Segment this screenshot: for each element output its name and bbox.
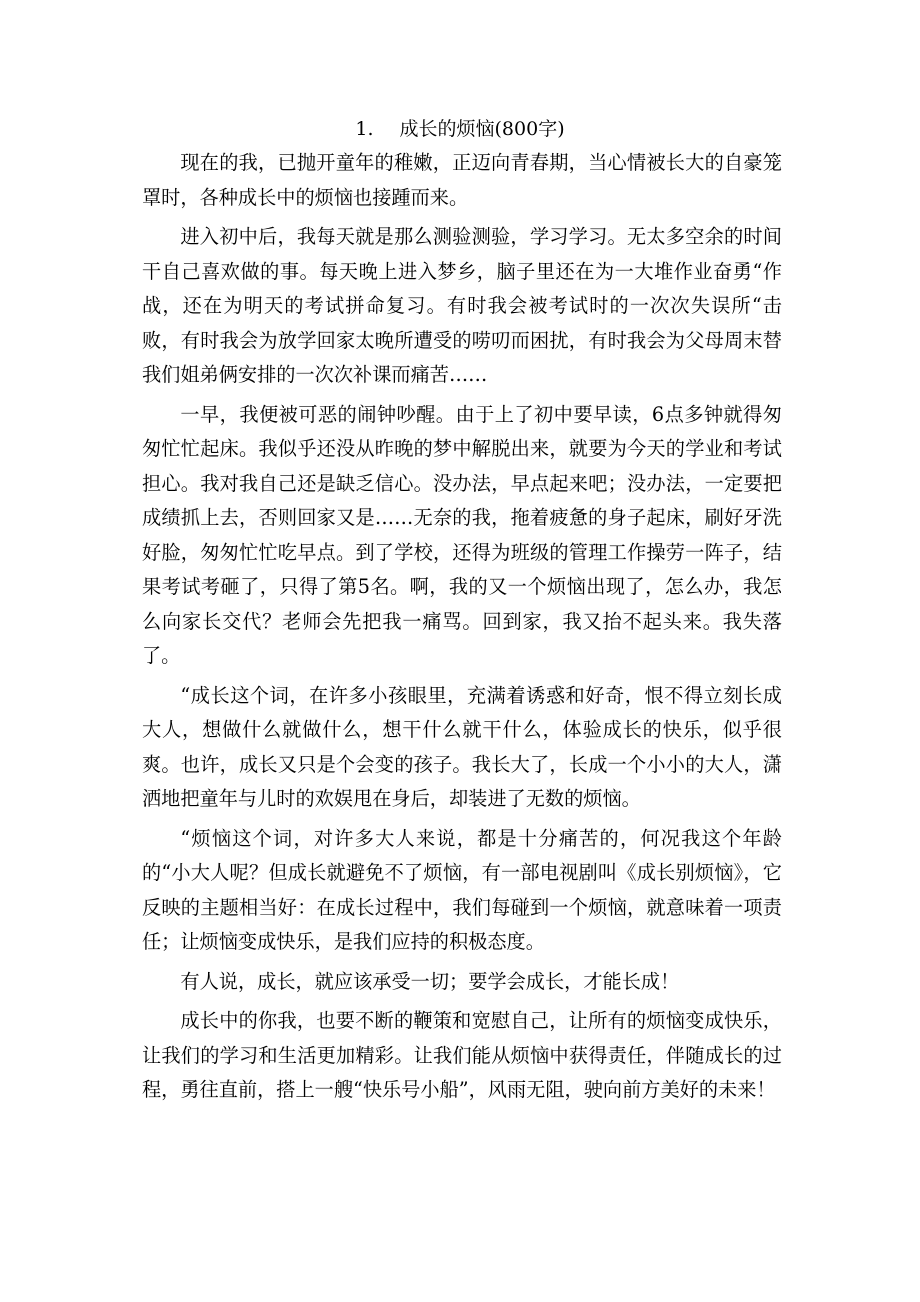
- paragraph-6: 有人说，成长，就应该承受一切；要学会成长，才能长成！: [180, 969, 680, 993]
- paragraph-5: “烦恼这个词，对许多大人来说，都是十分痛苦的，何况我这个年龄的“小大人呢？但成长就避免不了烦恼，有一部电视剧叫《成长别烦恼》，它反映的主题相当好：在成长过程中，我们每碰到一个烦恼，就意味着一项责任；让烦恼变成快乐，是我们应持的积极态度。: [142, 826, 782, 953]
- paragraph-4: “成长这个词，在许多小孩眼里，充满着诱惑和好奇，恨不得立刻长成大人，想做什么就做什么，想干什么就干什么，体验成长的快乐，似乎很爽。也许，成长又只是个会变的孩子。我长大了，长成一个小小的大人，潇洒地把童年与儿时的欢娱甩在身后，却装进了无数的烦恼。: [142, 683, 782, 810]
- paragraph-2: 进入初中后，我每天就是那么测验测验，学习学习。无太多空余的时间干自己喜欢做的事。每天晚上进入梦乡，脑子里还在为一大堆作业奋勇“作战，还在为明天的考试拼命复习。有时我会被考试时的一次次失误所“击败，有时我会为放学回家太晚所遭受的唠叨而困扰，有时我会为父母周末替我们姐弟俩安排的一次次补课而痛苦……: [142, 225, 782, 386]
- title-number: 1.: [355, 118, 374, 140]
- paragraph-7: 成长中的你我，也要不断的鞭策和宽慰自己，让所有的烦恼变成快乐，让我们的学习和生活更加精彩。让我们能从烦恼中获得责任，伴随成长的过程，勇往直前，搭上一艘“快乐号小船”，风雨无阻，驶向前方美好的未来！: [142, 1009, 782, 1101]
- title-text: 成长的烦恼(800字): [399, 118, 565, 140]
- document-body: [142, 146, 782, 1113]
- paragraph-1: 现在的我，已抛开童年的稚嫩，正迈向青春期，当心情被长大的自豪笼罩时，各种成长中的烦恼也接踵而来。: [142, 151, 782, 209]
- document-title: [0, 116, 920, 142]
- paragraph-3: 一早，我便被可恶的闹钟吵醒。由于上了初中要早读，6点多钟就得匆匆忙忙起床。我似乎还没从昨晚的梦中解脱出来，就要为今天的学业和考试担心。我对我自己还是缺乏信心。没办法，早点起来吧；没办法，一定要把成绩抓上去，否则回家又是……无奈的我，拖着疲惫的身子起床，刷好牙洗好脸，匆匆忙忙吃早点。到了学校，还得为班级的管理工作操劳一阵子，结果考试考砸了，只得了第5名。啊，我的又一个烦恼出现了，怎么办，我怎么向家长交代？老师会先把我一痛骂。回到家，我又抬不起头来。我失落了。: [142, 402, 782, 667]
